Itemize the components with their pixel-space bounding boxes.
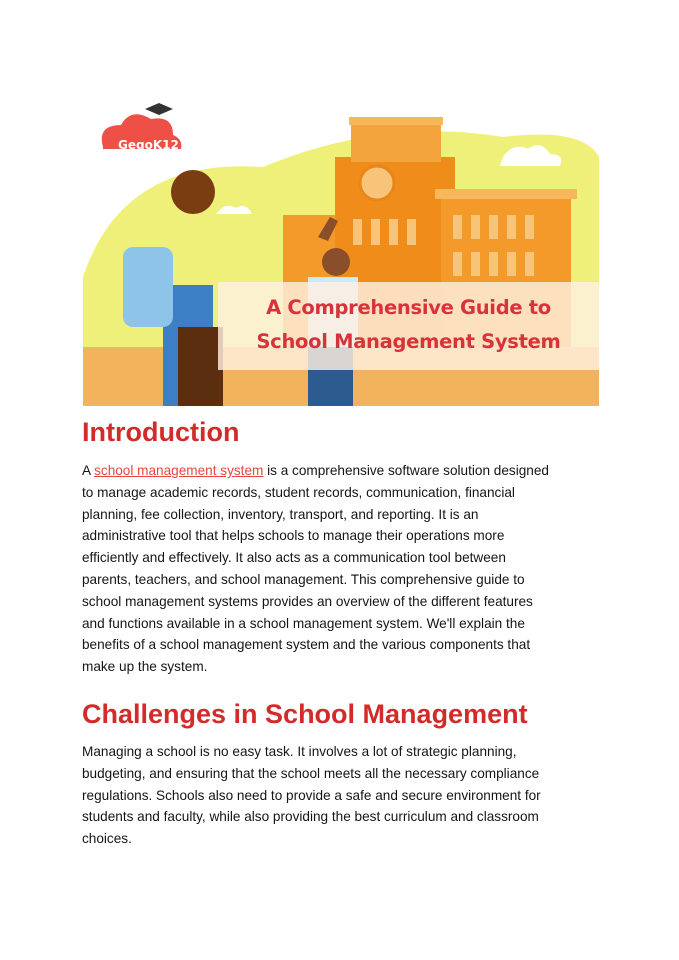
banner-title-line1: A Comprehensive Guide to: [266, 296, 551, 319]
challenges-paragraph: [82, 741, 541, 850]
challenges-line: regulations. Schools also need to provide a safe and secure environment for: [82, 787, 541, 803]
intro-first-line-rest: is a comprehensive software solution designed: [263, 463, 549, 478]
intro-line: administrative tool that helps schools to manage their operations more: [82, 528, 505, 544]
intro-prefix: A: [82, 463, 95, 478]
intro-line: and functions available in a school management system. We'll explain the: [82, 615, 525, 631]
school-management-system-link[interactable]: school management system: [94, 463, 264, 478]
challenges-line: students and faculty, while also providing the best curriculum and classroom: [82, 809, 539, 825]
intro-heading: Introduction: [82, 417, 240, 447]
banner-title: [218, 282, 599, 370]
intro-paragraph: [82, 460, 549, 678]
challenges-line: budgeting, and ensuring that the school meets all the necessary compliance: [82, 765, 540, 781]
intro-line: benefits of a school management system and the various components that: [82, 637, 531, 653]
intro-line: make up the system.: [82, 659, 208, 675]
intro-line: planning, fee collection, inventory, transport, and reporting. It is an: [82, 506, 479, 522]
banner-title-line2: School Management System: [256, 330, 561, 353]
challenges-line: Managing a school is no easy task. It involves a lot of strategic planning,: [82, 744, 517, 759]
intro-line-0: [82, 460, 549, 482]
intro-line: to manage academic records, student records, communication, financial: [82, 484, 515, 500]
hero-banner: [83, 97, 599, 406]
challenges-line: choices.: [82, 831, 132, 847]
intro-line: school management systems provides an overview of the different features: [82, 593, 533, 609]
brand-logo: GegoK12: [118, 138, 179, 152]
challenges-heading: Challenges in School Management: [82, 699, 528, 729]
intro-line: parents, teachers, and school management. This comprehensive guide to: [82, 571, 525, 587]
intro-line: efficiently and effectively. It also acts as a communication tool between: [82, 550, 506, 566]
